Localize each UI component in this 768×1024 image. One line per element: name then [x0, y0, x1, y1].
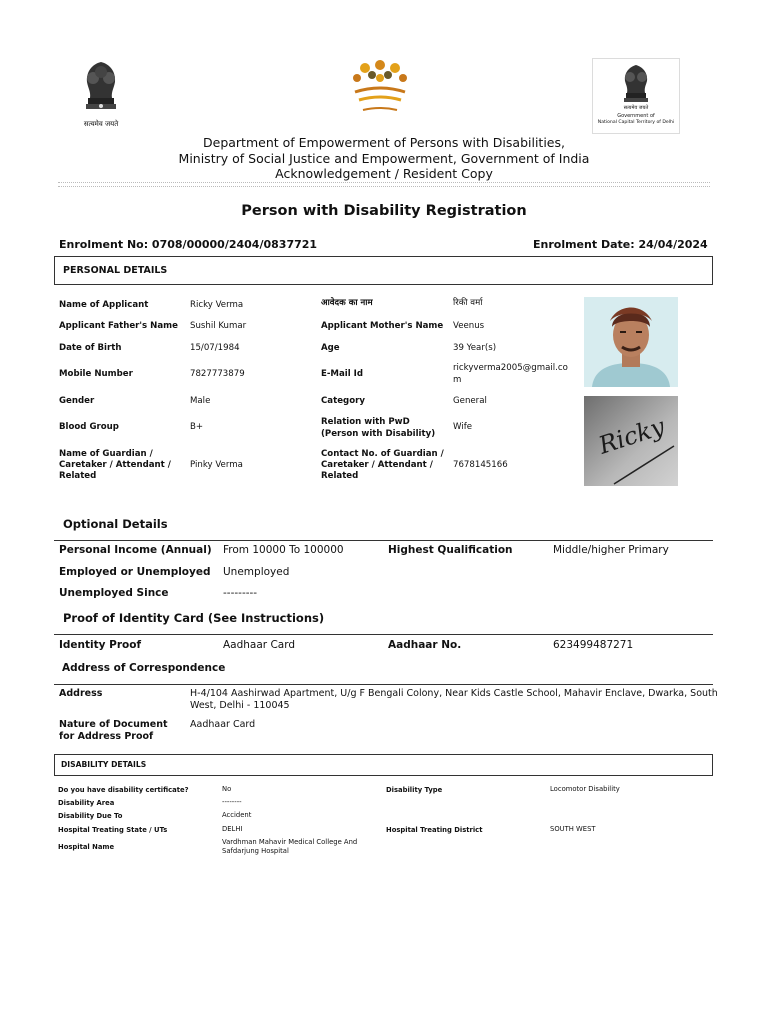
identity-proof-value: Aadhaar Card: [223, 639, 296, 651]
relation-label-line2: (Person with Disability): [321, 429, 436, 439]
disability-details-header: [54, 754, 713, 776]
email-label: E-Mail Id: [321, 369, 364, 379]
disability-due-label: Disability Due To: [58, 812, 123, 820]
email-value-line1: rickyverma2005@gmail.co: [453, 363, 568, 373]
mobile-value: 7827773879: [190, 369, 245, 379]
age-label: Age: [321, 343, 340, 353]
unemployed-since-value: ---------: [223, 587, 258, 599]
mother-label: Applicant Mother's Name: [321, 321, 444, 331]
optional-divider: [54, 540, 713, 541]
relation-label-line1: Relation with PwD: [321, 417, 410, 427]
enrolment-number: Enrolment No: 0708/00000/2404/0837721: [59, 238, 318, 251]
identity-proof-label: Identity Proof: [59, 639, 142, 651]
name-label: Name of Applicant: [59, 300, 149, 310]
page-title: Person with Disability Registration: [241, 203, 527, 219]
address-value-line1: H-4/104 Aashirwad Apartment, U/g F Bengali Colony, Near Kids Castle School, Mahavir Enclave, Dwarka, South: [190, 688, 718, 699]
signature-text: Ricky: [595, 412, 668, 460]
address-value-line2: West, Delhi - 110045: [190, 700, 290, 711]
contact-value: 7678145166: [453, 460, 508, 470]
doc-value: Aadhaar Card: [190, 719, 256, 730]
right-emblem-territory: National Capital Territory of Delhi: [597, 120, 675, 125]
certificate-label: Do you have disability certificate?: [58, 786, 189, 794]
hospital-state-value: DELHI: [222, 825, 243, 833]
father-value: Sushil Kumar: [190, 321, 247, 331]
disability-type-label: Disability Type: [386, 786, 443, 794]
father-label: Applicant Father's Name: [59, 321, 178, 331]
national-emblem-left: [78, 58, 124, 134]
income-value: From 10000 To 100000: [223, 544, 344, 556]
doc-label-line1: Nature of Document: [59, 719, 168, 730]
email-value-line2: m: [453, 375, 462, 385]
delhi-government-emblem: [592, 58, 680, 134]
dotted-divider: [58, 182, 710, 183]
employed-label: Employed or Unemployed: [59, 566, 211, 578]
disability-due-value: Accident: [222, 811, 252, 819]
dotted-divider-2: [58, 186, 710, 187]
applicant-signature: [584, 396, 678, 486]
disability-details-heading: DISABILITY DETAILS: [61, 760, 147, 769]
hospital-district-label: Hospital Treating District: [386, 826, 483, 834]
dob-label: Date of Birth: [59, 343, 122, 353]
guardian-value: Pinky Verma: [190, 460, 243, 470]
header-ministry: Ministry of Social Justice and Empowerment, Government of India: [178, 151, 590, 166]
category-value: General: [453, 396, 487, 406]
address-heading: Address of Correspondence: [62, 662, 226, 674]
gender-value: Male: [190, 396, 211, 406]
blood-label: Blood Group: [59, 422, 119, 432]
doc-label-line2: for Address Proof: [59, 731, 154, 742]
relation-value: Wife: [453, 422, 473, 432]
qualification-label: Highest Qualification: [388, 544, 513, 556]
address-label: Address: [59, 688, 103, 699]
emblem-motto: सत्यमेव जयते: [83, 120, 119, 128]
disability-type-value: Locomotor Disability: [550, 785, 620, 793]
qualification-value: Middle/higher Primary: [553, 544, 669, 556]
hospital-name-value-line2: Safdarjung Hospital: [222, 847, 289, 855]
identity-divider: [54, 634, 713, 635]
address-divider: [54, 684, 713, 685]
employed-value: Unemployed: [223, 566, 290, 578]
disability-area-value: --------: [222, 798, 242, 806]
blood-value: B+: [190, 422, 204, 432]
name-value: Ricky Verma: [190, 300, 244, 310]
age-value: 39 Year(s): [453, 343, 497, 353]
mother-value: Veenus: [453, 321, 485, 331]
contact-label-line3: Related: [321, 471, 359, 481]
personal-details-header: [54, 256, 713, 285]
header-department: Department of Empowerment of Persons with Disabilities,: [203, 135, 565, 150]
personal-details-heading: PERSONAL DETAILS: [63, 265, 168, 276]
hospital-name-label: Hospital Name: [58, 843, 115, 851]
disability-area-label: Disability Area: [58, 799, 115, 807]
mobile-label: Mobile Number: [59, 369, 133, 379]
name-hi-label: आवेदक का नाम: [321, 298, 373, 308]
income-label: Personal Income (Annual): [59, 544, 212, 556]
hospital-name-value-line1: Vardhman Mahavir Medical College And: [222, 838, 358, 846]
right-emblem-motto: सत्यमेव जयते: [623, 105, 649, 111]
enrolment-date: Enrolment Date: 24/04/2024: [533, 238, 708, 251]
contact-label-line1: Contact No. of Guardian /: [321, 449, 444, 459]
gender-label: Gender: [59, 396, 95, 406]
optional-details-heading: Optional Details: [63, 517, 168, 531]
hospital-district-value: SOUTH WEST: [550, 825, 596, 833]
aadhaar-label: Aadhaar No.: [388, 639, 462, 651]
identity-heading: Proof of Identity Card (See Instructions): [63, 611, 325, 625]
hospital-state-label: Hospital Treating State / UTs: [58, 826, 168, 834]
aadhaar-value: 623499487271: [553, 639, 634, 651]
sugamya-logo: [345, 58, 415, 120]
certificate-value: No: [222, 785, 232, 793]
name-hi-value: रिकी वर्मा: [453, 298, 483, 308]
header-copy-type: Acknowledgement / Resident Copy: [275, 166, 493, 181]
guardian-label-line2: Caretaker / Attendant /: [59, 460, 171, 470]
right-emblem-govt: Government of: [617, 113, 655, 119]
guardian-label-line3: Related: [59, 471, 97, 481]
contact-label-line2: Caretaker / Attendant /: [321, 460, 433, 470]
applicant-photo: [584, 297, 678, 387]
dob-value: 15/07/1984: [190, 343, 240, 353]
guardian-label-line1: Name of Guardian /: [59, 449, 153, 459]
unemployed-since-label: Unemployed Since: [59, 587, 169, 599]
category-label: Category: [321, 396, 365, 406]
